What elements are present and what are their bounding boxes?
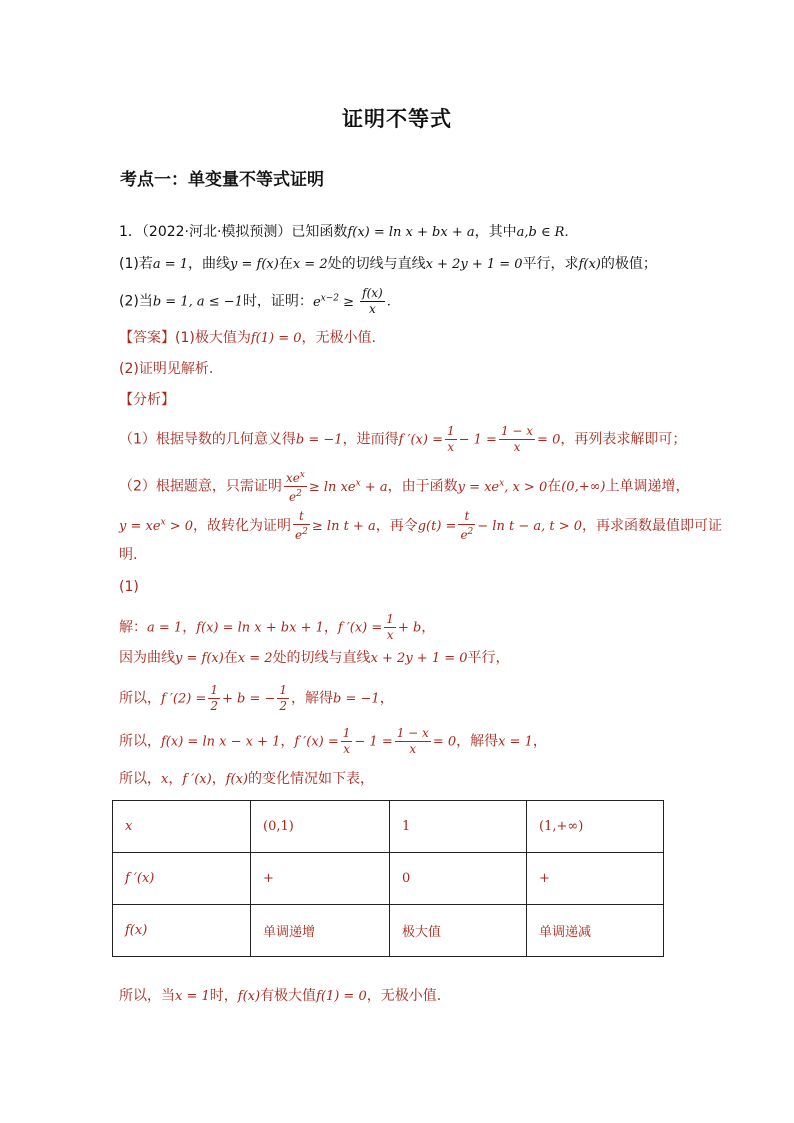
text-fragment: ，	[421, 619, 436, 636]
text-fragment: 的极值；	[600, 256, 657, 272]
text-fragment: 时，证明：	[242, 293, 313, 310]
fraction-numerator: f(x)	[362, 286, 383, 300]
solution-line-2	[119, 648, 510, 669]
math-superscript: 2	[467, 527, 474, 537]
problem-part-1	[119, 254, 657, 275]
text-fragment: （2）根据题意，只需证明	[119, 478, 282, 495]
math-fragment: x = 1	[175, 989, 210, 1004]
fraction-denominator: x	[343, 742, 350, 756]
fraction	[384, 612, 396, 643]
solution-line-1	[119, 612, 435, 643]
variation-table	[112, 800, 664, 957]
text-fragment: ，	[323, 619, 338, 636]
math-fragment: f(1) = 0	[316, 989, 367, 1004]
fraction	[293, 509, 310, 543]
text-fragment: 的变化情况如下表，	[248, 771, 375, 787]
math-fragment: x = 2	[292, 257, 328, 272]
math-superscript: x−2	[320, 293, 339, 304]
text-fragment: ，再令	[375, 518, 418, 534]
fraction	[445, 424, 457, 455]
fraction-denominator: x	[369, 302, 376, 316]
math-superscript: 2	[296, 489, 302, 499]
table-row	[113, 905, 664, 957]
text-fragment: 所以，	[119, 733, 161, 750]
text-fragment: ，解得	[291, 690, 334, 707]
math-fragment: , x > 0	[504, 479, 548, 495]
math-fragment: a,b ∈ R.	[516, 225, 569, 240]
text-fragment: (2)当	[119, 293, 153, 310]
fraction-denominator	[284, 487, 307, 505]
text-fragment: ，	[168, 771, 183, 787]
solution-line-5	[119, 769, 374, 790]
math-fragment: (0,+∞)	[561, 479, 606, 495]
fraction	[458, 509, 475, 543]
analysis-step-1	[119, 424, 686, 455]
text-fragment: ，曲线	[188, 256, 231, 272]
text-fragment: ，	[280, 733, 295, 750]
math-superscript: x	[299, 470, 305, 480]
table-cell: (0,1)	[251, 801, 390, 853]
math-fragment: x + 2y + 1 = 0	[425, 257, 523, 272]
text-fragment: ，	[211, 771, 226, 787]
math-fragment: xe	[285, 471, 300, 485]
fraction-denominator: x	[447, 440, 455, 454]
text-fragment: ，	[182, 619, 197, 636]
math-fragment: e	[288, 490, 297, 504]
text-fragment: ，	[532, 733, 547, 750]
fraction	[395, 726, 431, 757]
fraction	[284, 468, 307, 505]
table-cell: f ′(x)	[113, 853, 251, 905]
text-fragment: ，	[379, 690, 394, 707]
math-fragment: f(x) = ln x − x + 1	[161, 734, 281, 750]
solution-part-label: (1)	[119, 579, 139, 595]
fraction	[360, 286, 385, 317]
fraction-denominator	[293, 525, 310, 543]
analysis-step-3-cont: 明.	[119, 547, 138, 563]
fraction-denominator: 2	[279, 699, 288, 713]
text-fragment: ，无极小值.	[301, 330, 376, 346]
solution-line-4	[119, 726, 547, 757]
math-fragment: f(x)	[237, 989, 261, 1004]
fraction	[499, 424, 535, 455]
text-fragment: 有极大值	[260, 988, 317, 1004]
problem-line-1	[119, 222, 569, 243]
math-fragment: e	[295, 528, 303, 542]
table-cell: (1,+∞)	[527, 801, 664, 853]
fraction-numerator: 1 − x	[396, 726, 429, 740]
text-fragment: 平行，	[467, 650, 510, 666]
text-fragment: 解：	[119, 619, 147, 636]
table-cell: 单调递增	[251, 905, 390, 957]
answer-line-2: (2)证明见解析.	[119, 361, 214, 377]
math-superscript: 2	[302, 527, 308, 537]
text-fragment: 所以，	[119, 690, 161, 707]
table-cell: f(x)	[113, 905, 251, 957]
math-superscript: x	[499, 478, 505, 489]
text-fragment: 在	[547, 478, 562, 495]
math-fragment: x = 1	[498, 734, 533, 750]
solution-line-3	[119, 683, 394, 714]
fraction-denominator: x	[386, 628, 394, 642]
math-fragment: e	[460, 528, 468, 542]
text-fragment: ，由于函数	[387, 478, 458, 495]
math-fragment: a = 1	[152, 257, 189, 272]
section-heading: 考点一：单变量不等式证明	[120, 170, 324, 190]
fraction	[277, 683, 289, 714]
fraction-denominator	[458, 525, 475, 543]
math-fragment: y = xe	[457, 479, 500, 495]
fraction-numerator: 1	[342, 726, 351, 740]
math-fragment: f ′(x) =	[337, 620, 383, 636]
text-fragment: 所以，	[119, 771, 161, 787]
math-fragment: f ′(x)	[182, 772, 212, 787]
math-fragment: f(x)	[578, 257, 601, 272]
text-fragment: ，其中	[474, 224, 517, 240]
math-fragment: f(1) = 0	[250, 331, 302, 346]
math-fragment: > 0	[165, 519, 194, 534]
math-fragment	[458, 480, 548, 495]
problem-part-2	[119, 286, 391, 317]
fraction	[208, 683, 220, 714]
text-fragment: 在	[223, 650, 238, 666]
fraction-numerator: 1	[386, 612, 394, 626]
math-fragment: x + 2y + 1 = 0	[370, 651, 468, 666]
answer-label: 【答案】	[119, 330, 175, 346]
fraction-numerator: t	[458, 509, 475, 525]
math-fragment	[309, 480, 388, 495]
analysis-step-3	[119, 509, 722, 543]
math-fragment: .	[386, 294, 391, 310]
table-cell: +	[527, 853, 664, 905]
math-fragment: = 0	[537, 432, 561, 448]
math-fragment: ≥ ln t + a	[311, 519, 376, 534]
text-fragment: ，解得	[456, 733, 499, 750]
math-fragment	[313, 295, 358, 310]
table-cell: 0	[390, 853, 527, 905]
math-fragment: ≥	[338, 294, 359, 310]
fraction-numerator	[284, 468, 307, 487]
math-fragment: b = 1, a ≤ −1	[152, 294, 243, 310]
math-fragment: f ′(x) =	[398, 432, 443, 448]
text-fragment: 所以，当	[119, 988, 175, 1004]
fraction-numerator: 1 − x	[500, 424, 534, 438]
fraction-numerator: 1	[210, 683, 218, 697]
math-fragment: + b = −	[221, 691, 276, 707]
math-fragment: + b	[397, 620, 422, 636]
answer-line-1	[119, 328, 376, 349]
fraction-numerator: 1	[279, 683, 288, 697]
text-fragment: 处的切线与直线	[327, 256, 426, 272]
math-fragment: f ′(x) =	[294, 734, 339, 750]
page-title: 证明不等式	[342, 107, 452, 131]
fraction-numerator: t	[293, 509, 310, 525]
table-cell: 1	[390, 801, 527, 853]
table-row	[113, 853, 664, 905]
text-fragment: 在	[278, 256, 293, 272]
text-fragment: （1）根据导数的几何意义得	[119, 431, 296, 448]
text-fragment: 处的切线与直线	[272, 650, 371, 666]
fraction-denominator: x	[513, 440, 521, 454]
fraction-numerator: 1	[446, 424, 455, 438]
math-fragment: − 1 =	[458, 432, 497, 448]
text-fragment: ，无极小值.	[366, 988, 442, 1004]
math-fragment: + a	[360, 479, 388, 495]
solution-conclusion	[119, 986, 441, 1007]
math-fragment: e	[312, 294, 321, 310]
math-fragment: a = 1	[147, 620, 183, 636]
math-fragment: x = 2	[237, 651, 273, 666]
math-fragment: y = f(x)	[230, 257, 279, 272]
table-cell: x	[113, 801, 251, 853]
text-fragment: 上单调递增，	[605, 478, 690, 495]
math-fragment: y = f(x)	[175, 651, 224, 666]
text-fragment: (1)若	[119, 256, 153, 272]
text-fragment: 时，	[209, 988, 238, 1004]
fraction	[341, 726, 353, 757]
math-fragment	[119, 519, 193, 534]
analysis-step-2	[119, 468, 690, 505]
table-cell: +	[251, 853, 390, 905]
math-fragment: − ln t − a, t > 0	[477, 519, 583, 534]
analysis-label: 【分析】	[119, 392, 175, 408]
math-fragment: − 1 =	[354, 734, 393, 750]
math-superscript: x	[160, 517, 166, 528]
table-cell: 单调递减	[527, 905, 664, 957]
problem-number: 1．（2022·河北·模拟预测）已知函数	[119, 224, 348, 240]
math-fragment: g(t) =	[417, 519, 457, 534]
math-fragment: y = xe	[119, 519, 161, 534]
math-fragment: b = −1	[295, 432, 343, 448]
math-fragment: = 0	[432, 734, 457, 750]
fraction-denominator: x	[409, 742, 417, 756]
text-fragment: ，再求函数最值即可证	[582, 518, 723, 534]
text-fragment: 平行，求	[522, 256, 579, 272]
text-fragment: ，故转化为证明	[193, 518, 292, 534]
function-definition: f(x) = ln x + bx + a	[347, 225, 475, 240]
table-cell: 极大值	[390, 905, 527, 957]
text-fragment: ，进而得	[342, 431, 399, 448]
math-fragment: ≥ ln xe	[308, 479, 356, 495]
math-fragment: f(x)	[225, 772, 249, 787]
math-superscript: x	[355, 478, 361, 489]
math-fragment: x	[161, 772, 169, 787]
text-fragment: ，再列表求解即可；	[560, 431, 687, 448]
math-fragment: b = −1	[333, 691, 380, 707]
text-fragment: 因为曲线	[119, 650, 175, 666]
fraction-denominator: 2	[210, 699, 218, 713]
table-row	[113, 801, 664, 853]
text-fragment: (1)极大值为	[175, 330, 251, 346]
math-fragment: f ′(2) =	[161, 691, 207, 707]
math-fragment: f(x) = ln x + bx + 1	[196, 620, 324, 636]
